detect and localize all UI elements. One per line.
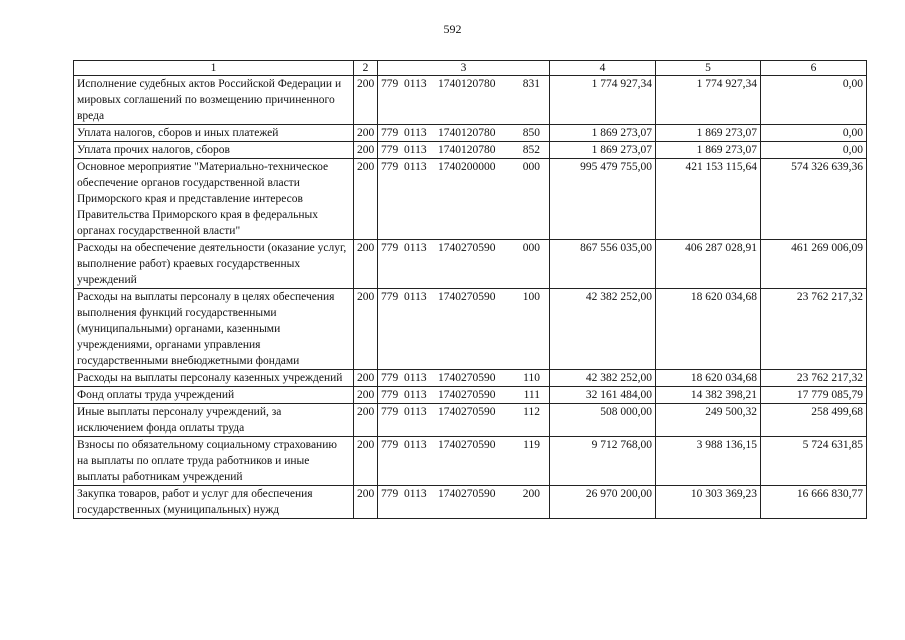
row-code-2: 200 xyxy=(354,404,378,437)
table-row xyxy=(74,404,867,437)
row-value-6: 23 762 217,32 xyxy=(761,289,867,370)
row-admin-code: 779 xyxy=(381,161,399,173)
row-value-4: 508 000,00 xyxy=(550,404,656,437)
row-value-5: 14 382 398,21 xyxy=(656,387,761,404)
row-code-3 xyxy=(378,76,550,125)
row-value-4: 1 869 273,07 xyxy=(550,125,656,142)
table-row xyxy=(74,289,867,370)
row-code-3 xyxy=(378,125,550,142)
row-admin-code: 779 xyxy=(381,242,399,254)
header-cell-2: 2 xyxy=(354,61,378,76)
row-value-4: 42 382 252,00 xyxy=(550,370,656,387)
row-code-2: 200 xyxy=(354,159,378,240)
header-row xyxy=(74,61,867,76)
row-expense-type-code: 110 xyxy=(523,372,540,384)
row-value-6: 5 724 631,85 xyxy=(761,437,867,486)
row-target-code: 1740120780 xyxy=(438,127,496,139)
header-cell-3: 3 xyxy=(378,61,550,76)
row-value-4: 42 382 252,00 xyxy=(550,289,656,370)
row-name: Расходы на обеспечение деятельности (оказание услуг, выполнение работ) краевых государственных учреждений xyxy=(74,240,354,289)
table-row xyxy=(74,76,867,125)
row-section-code: 0113 xyxy=(404,161,427,173)
row-expense-type-code: 100 xyxy=(522,291,540,303)
row-expense-type-code: 000 xyxy=(522,242,540,254)
row-name: Закупка товаров, работ и услуг для обеспечения государственных (муниципальных) нужд xyxy=(74,486,354,519)
row-value-6: 16 666 830,77 xyxy=(761,486,867,519)
row-value-4: 995 479 755,00 xyxy=(550,159,656,240)
header-cell-4: 4 xyxy=(550,61,656,76)
row-value-5: 249 500,32 xyxy=(656,404,761,437)
row-name: Фонд оплаты труда учреждений xyxy=(74,387,354,404)
row-admin-code: 779 xyxy=(381,127,399,139)
header-cell-5: 5 xyxy=(656,61,761,76)
table-row xyxy=(74,159,867,240)
row-code-2: 200 xyxy=(354,240,378,289)
row-code-3 xyxy=(378,387,550,404)
row-expense-type-code: 852 xyxy=(522,144,540,156)
row-value-5: 406 287 028,91 xyxy=(656,240,761,289)
row-code-2: 200 xyxy=(354,125,378,142)
row-value-6: 258 499,68 xyxy=(761,404,867,437)
row-target-code: 1740200000 xyxy=(438,161,496,173)
row-code-2: 200 xyxy=(354,486,378,519)
row-code-3 xyxy=(378,142,550,159)
header-cell-6: 6 xyxy=(761,61,867,76)
row-code-3 xyxy=(378,404,550,437)
row-section-code: 0113 xyxy=(404,372,427,384)
row-value-6: 0,00 xyxy=(761,142,867,159)
row-value-6: 17 779 085,79 xyxy=(761,387,867,404)
row-section-code: 0113 xyxy=(404,144,427,156)
row-value-4: 867 556 035,00 xyxy=(550,240,656,289)
row-admin-code: 779 xyxy=(381,389,399,401)
row-target-code: 1740270590 xyxy=(438,291,496,303)
row-section-code: 0113 xyxy=(404,439,427,451)
row-value-5: 1 774 927,34 xyxy=(656,76,761,125)
row-code-2: 200 xyxy=(354,437,378,486)
row-value-5: 1 869 273,07 xyxy=(656,142,761,159)
row-admin-code: 779 xyxy=(381,78,399,90)
row-section-code: 0113 xyxy=(404,389,427,401)
row-code-3 xyxy=(378,240,550,289)
row-section-code: 0113 xyxy=(404,78,427,90)
row-code-3 xyxy=(378,437,550,486)
row-target-code: 1740270590 xyxy=(438,372,496,384)
row-expense-type-code: 850 xyxy=(522,127,540,139)
row-value-4: 26 970 200,00 xyxy=(550,486,656,519)
row-name: Расходы на выплаты персоналу в целях обеспечения выполнения функций государственными (муниципальными) органами, казенными учреждениями, органами управления государственными внебюджетными фондами xyxy=(74,289,354,370)
row-name: Уплата налогов, сборов и иных платежей xyxy=(74,125,354,142)
row-target-code: 1740270590 xyxy=(438,389,496,401)
page-number: 592 xyxy=(443,22,462,36)
row-code-2: 200 xyxy=(354,370,378,387)
row-value-5: 421 153 115,64 xyxy=(656,159,761,240)
row-section-code: 0113 xyxy=(404,406,427,418)
row-name: Исполнение судебных актов Российской Федерации и мировых соглашений по возмещению причиненного вреда xyxy=(74,76,354,125)
row-value-6: 461 269 006,09 xyxy=(761,240,867,289)
row-expense-type-code: 112 xyxy=(523,406,540,418)
row-code-2: 200 xyxy=(354,387,378,404)
table-row xyxy=(74,142,867,159)
row-expense-type-code: 111 xyxy=(523,389,540,401)
row-admin-code: 779 xyxy=(381,144,399,156)
row-expense-type-code: 200 xyxy=(522,488,540,500)
row-value-4: 32 161 484,00 xyxy=(550,387,656,404)
row-value-5: 3 988 136,15 xyxy=(656,437,761,486)
row-value-5: 10 303 369,23 xyxy=(656,486,761,519)
table-row xyxy=(74,387,867,404)
row-value-6: 574 326 639,36 xyxy=(761,159,867,240)
row-admin-code: 779 xyxy=(381,488,399,500)
row-name: Расходы на выплаты персоналу казенных учреждений xyxy=(74,370,354,387)
row-expense-type-code: 000 xyxy=(522,161,540,173)
row-target-code: 1740270590 xyxy=(438,406,496,418)
row-value-4: 1 774 927,34 xyxy=(550,76,656,125)
header-cell-1: 1 xyxy=(74,61,354,76)
row-value-5: 18 620 034,68 xyxy=(656,289,761,370)
row-name: Основное мероприятие "Материально-техническое обеспечение органов государственной власти Приморского края и представление интересов Правительства Приморского края в федеральных органах государственной власти" xyxy=(74,159,354,240)
table-row xyxy=(74,370,867,387)
row-expense-type-code: 831 xyxy=(522,78,540,90)
row-target-code: 1740270590 xyxy=(438,439,496,451)
row-code-2: 200 xyxy=(354,142,378,159)
row-section-code: 0113 xyxy=(404,127,427,139)
table-row xyxy=(74,437,867,486)
row-value-4: 9 712 768,00 xyxy=(550,437,656,486)
row-name: Взносы по обязательному социальному страхованию на выплаты по оплате труда работников и иные выплаты работникам учреждений xyxy=(74,437,354,486)
row-value-5: 18 620 034,68 xyxy=(656,370,761,387)
row-code-3 xyxy=(378,486,550,519)
row-value-5: 1 869 273,07 xyxy=(656,125,761,142)
row-target-code: 1740120780 xyxy=(438,144,496,156)
row-admin-code: 779 xyxy=(381,372,399,384)
row-name: Уплата прочих налогов, сборов xyxy=(74,142,354,159)
row-section-code: 0113 xyxy=(404,242,427,254)
row-admin-code: 779 xyxy=(381,439,399,451)
row-code-3 xyxy=(378,159,550,240)
row-code-3 xyxy=(378,289,550,370)
row-value-4: 1 869 273,07 xyxy=(550,142,656,159)
row-code-2: 200 xyxy=(354,289,378,370)
row-value-6: 23 762 217,32 xyxy=(761,370,867,387)
budget-table xyxy=(73,60,867,519)
row-section-code: 0113 xyxy=(404,291,427,303)
table-row xyxy=(74,486,867,519)
row-expense-type-code: 119 xyxy=(523,439,540,451)
row-code-3 xyxy=(378,370,550,387)
row-value-6: 0,00 xyxy=(761,76,867,125)
row-code-2: 200 xyxy=(354,76,378,125)
row-target-code: 1740270590 xyxy=(438,242,496,254)
row-section-code: 0113 xyxy=(404,488,427,500)
row-admin-code: 779 xyxy=(381,291,399,303)
row-target-code: 1740270590 xyxy=(438,488,496,500)
table-row xyxy=(74,240,867,289)
row-target-code: 1740120780 xyxy=(438,78,496,90)
table-row xyxy=(74,125,867,142)
row-value-6: 0,00 xyxy=(761,125,867,142)
row-admin-code: 779 xyxy=(381,406,399,418)
row-name: Иные выплаты персоналу учреждений, за исключением фонда оплаты труда xyxy=(74,404,354,437)
